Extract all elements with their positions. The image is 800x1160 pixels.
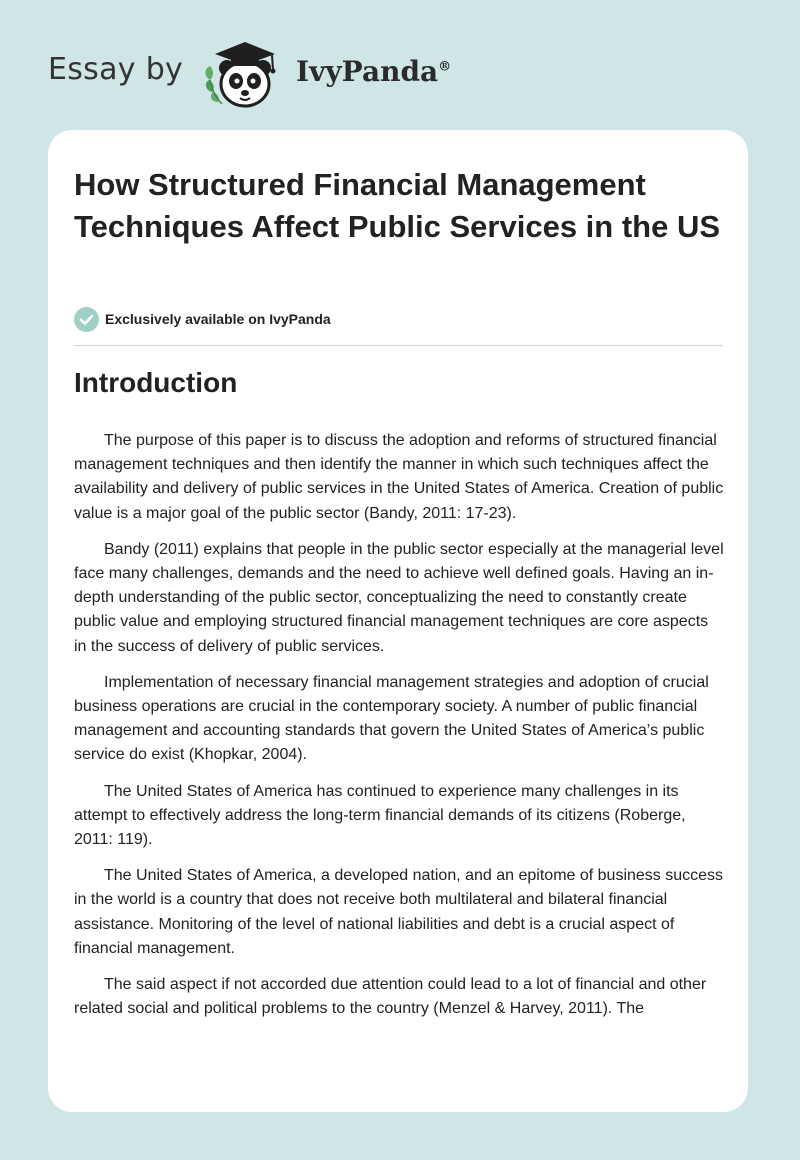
registered-mark: ® [438, 59, 452, 75]
site-header [0, 0, 800, 130]
paragraph: The said aspect if not accorded due attention could lead to a lot of financial and other related social and political problems to the country (Menzel & Harvey, 2011). The [74, 976, 707, 1018]
essay-card [48, 130, 748, 1112]
paragraph: Bandy (2011) explains that people in the public sector especially at the managerial level face many challenges, demands and the need to achieve well defined goals. Having an in-depth understanding of the public sector, conceptualizing the need to constantly create public value and employing structured financial management techniques are core aspects in the success of delivery of public services. [74, 540, 724, 655]
page-title: How Structured Financial Management Techniques Affect Public Services in the US [74, 167, 721, 244]
check-circle-icon [74, 307, 99, 332]
paragraph: The purpose of this paper is to discuss the adoption and reforms of structured financial management techniques and then identify the manner in which such techniques affect the availability and delivery of public services in the United States of America. Creation of public value is a major goal of the public sector (Bandy, 2011: 17-23). [74, 432, 724, 522]
brand-text: IvyPanda [296, 55, 439, 88]
exclusive-badge [74, 306, 331, 332]
panda-graduate-icon[interactable] [200, 36, 292, 110]
paragraph: The United States of America, a developed nation, and an epitome of business success in the world is a country that does not receive both multilateral and bilateral financial assistance. Monitoring of the level of national liabilities and debt is a crucial aspect of financial management. [74, 867, 724, 957]
paragraph: The United States of America has continued to experience many challenges in its attempt to effectively address the long-term financial demands of its citizens (Roberge, 2011: 119). [74, 782, 686, 849]
section-heading: Introduction [74, 367, 238, 398]
exclusive-badge-text: Exclusively available on IvyPanda [105, 311, 331, 327]
article-body [74, 429, 724, 1033]
paragraph: Implementation of necessary financial management strategies and adoption of crucial business operations are crucial in the contemporary society. A number of public financial management and accounting standards that govern the United States of America’s public service do exist (Khopkar, 2004). [74, 673, 709, 764]
divider [74, 345, 723, 346]
essay-by-label: Essay by [48, 52, 184, 87]
brand-name[interactable] [296, 55, 451, 88]
